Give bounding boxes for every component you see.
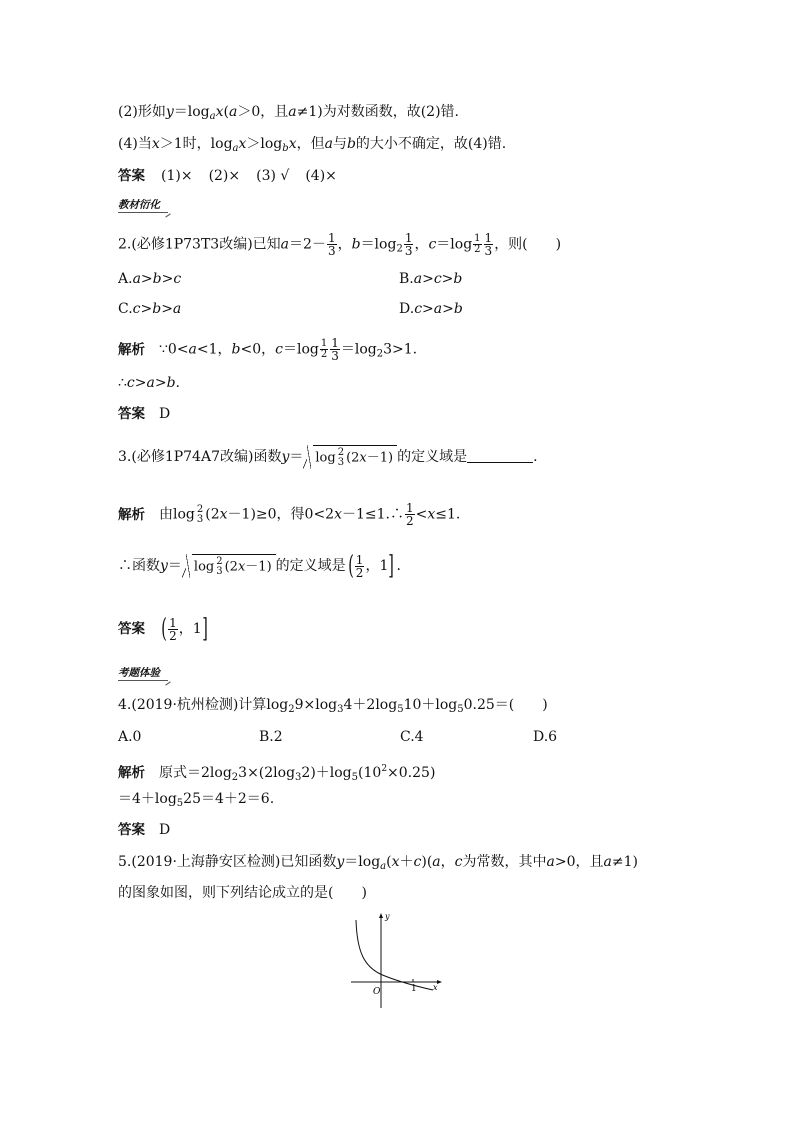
text: 2.(必修1P73T3改编)已知: [118, 236, 281, 253]
option-b: B.a>c>b: [399, 271, 463, 287]
conclusion-q2: ∴c>a>b.: [118, 375, 180, 391]
var-x: x: [238, 136, 247, 152]
answer-label: 答案: [118, 406, 145, 422]
text: (2)形如: [118, 104, 166, 120]
option-c: C.4: [400, 729, 424, 745]
subscript-a: a: [232, 143, 239, 154]
text: ＞0，且: [237, 104, 289, 120]
analysis-q3: 解析 由log 2 3 (2x－1)≥0，得0<2x－1≤1.∴ $\frac{1}{2}$ <x≤1.: [118, 501, 461, 528]
var-a: a: [288, 104, 297, 120]
subscript-a: a: [209, 111, 216, 122]
answer-blank: [467, 448, 533, 463]
answer-q4: 答案 D: [118, 822, 171, 838]
subscript-b: b: [282, 143, 289, 154]
conclusion-q3: ∴函数y＝ log 2 3 (2x－1) 的定义域是( $\frac{1}{2}$ ，1] .: [118, 551, 401, 581]
fraction: $\frac{1}{3}$: [484, 231, 493, 258]
analysis-label: 解析: [118, 506, 145, 523]
y-axis-arrow: [379, 913, 383, 918]
analysis-label: 解析: [118, 765, 145, 781]
analysis-q2: 解析 ∵0<a<1，b<0，c＝log $\frac{1}{2}$ $\frac{1}{3}$ $=\log_23>1$.: [118, 336, 418, 363]
fraction-base: $\frac{1}{2}$: [320, 338, 328, 360]
option-b: B.2: [259, 729, 283, 745]
x-axis-arrow: [437, 980, 442, 984]
var-b: b: [351, 236, 361, 253]
text: ，则( ): [494, 236, 562, 253]
answer-q1: [118, 166, 353, 186]
y-axis-label: y: [385, 912, 390, 921]
analysis-q4-line2: $=4+\log_525=4+2=6$.: [118, 791, 275, 809]
answer-label: 答案: [118, 822, 145, 838]
text: ＝log: [436, 236, 473, 253]
fraction: $\frac{1}{3}$: [404, 231, 413, 258]
answer-item: (3) √: [256, 168, 290, 184]
answer-label: 答案: [118, 621, 145, 637]
function-graph: [345, 910, 450, 1010]
section-tag-textbook: 教材衍化: [118, 198, 168, 213]
var-c: c: [428, 236, 437, 253]
option-d: D.6: [533, 729, 558, 745]
text: (4)当: [118, 136, 152, 152]
var-y: y: [165, 104, 174, 120]
var-x: x: [151, 136, 160, 152]
text: 与: [332, 136, 347, 152]
option-a: A.0: [118, 729, 142, 745]
fraction-base: $\frac{1}{2}$: [474, 233, 481, 255]
question-5-line2: 的图象如图，则下列结论成立的是( ): [118, 885, 367, 901]
curve: [356, 920, 433, 990]
answer-label: 答案: [118, 168, 145, 184]
answer-item: (4)×: [305, 168, 337, 184]
statement-4-explanation: [118, 134, 506, 159]
text: ≠1)为对数函数，故(2)错.: [296, 104, 460, 120]
var-a: a: [280, 236, 290, 253]
text: ＞1时，log: [159, 136, 233, 152]
option-a: A.a>b>c: [118, 271, 182, 287]
var-x: x: [288, 136, 297, 152]
text: (: [223, 104, 229, 120]
fraction: $\frac{1}{3}$: [327, 231, 336, 258]
text: ＝log: [360, 236, 397, 253]
statement-2-explanation: [118, 102, 459, 127]
sqrt-expression: log 2 3 (2x－1): [303, 445, 397, 469]
text: ，: [414, 236, 429, 253]
answer-item: (1)×: [161, 168, 193, 184]
var-a: a: [228, 104, 238, 120]
question-2: [118, 232, 561, 260]
tick-1-label: 1: [411, 984, 417, 994]
question-4: 4.(2019·杭州检测)计算$\log_29\times\log_34+2\log_510+\log_50.25=$( ): [118, 697, 548, 715]
section-tag-exam: 考题体验: [118, 666, 168, 681]
origin-label: O: [373, 987, 381, 997]
var-b: b: [346, 136, 356, 152]
text: ＝log: [173, 104, 210, 120]
answer-q2: 答案 D: [118, 406, 171, 422]
var-a: a: [324, 136, 333, 152]
option-d: D.c>a>b: [399, 301, 463, 317]
question-5: 5.(2019·上海静安区检测)已知函数$y=\log_a(x+c)(a$，c为常数，其中a>0，且a≠1): [118, 854, 638, 872]
fraction: $\frac{1}{3}$: [331, 336, 339, 363]
text: ，但: [296, 136, 325, 152]
analysis-label: 解析: [118, 341, 145, 358]
text: ＞log: [246, 136, 283, 152]
text: 的大小不确定，故(4)错.: [355, 136, 507, 152]
answer-item: (2)×: [208, 168, 241, 184]
analysis-q4: 解析 原式$=2\log_23\times(2\log_32)+\log_5(10^2\times 0.25)$: [118, 764, 436, 783]
answer-q3: 答案 ( $\frac{1}{2}$ ，1]: [118, 614, 208, 644]
question-3: 3.(必修1P74A7改编)函数y＝ log 2 3 (2x－1) 的定义域是 .: [118, 447, 538, 468]
var-x: x: [215, 104, 224, 120]
subscript: 2: [396, 243, 403, 255]
text: ，: [337, 236, 352, 253]
x-axis-label: x: [433, 983, 438, 992]
text: ＝2－: [289, 236, 326, 253]
option-c: C.c>b>a: [118, 301, 182, 317]
